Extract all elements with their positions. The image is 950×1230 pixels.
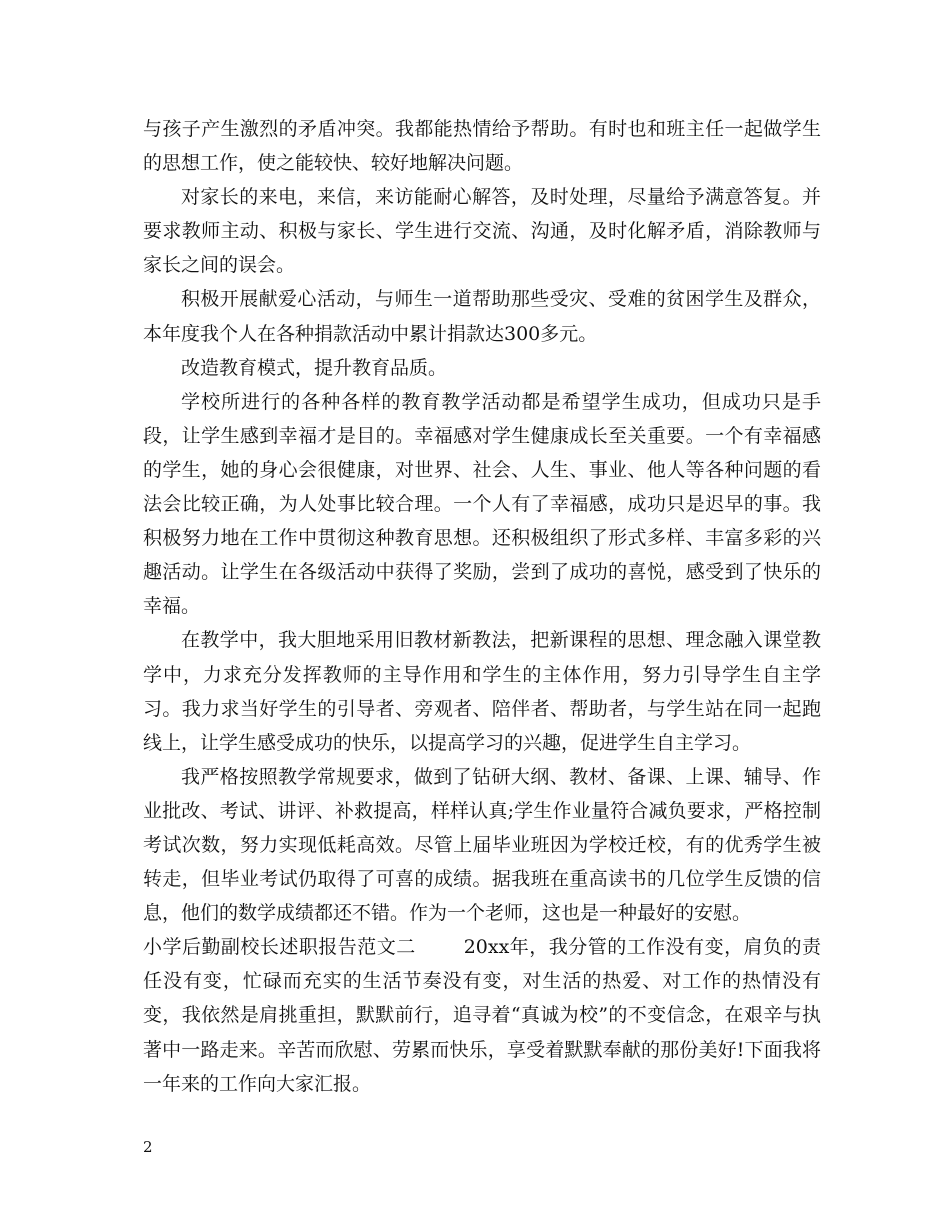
paragraph-teaching-routine: 我严格按照教学常规要求，做到了钻研大纲、教材、备课、上课、辅导、作业批改、考试、讲评、补救提高，样样认真;学生作业量符合减负要求，严格控制考试次数，努力实现低耗高效。尽管上届毕业班因为学校迁校，有的优秀学生被转走，但毕业考试仍取得了可喜的成绩。据我班在重高读书的几位学生反馈的信息，他们的数学成绩都还不错。作为一个老师，这也是一种最好的安慰。 [143,765,821,925]
report-opening: 20xx年，我分管的工作没有变，肩负的责任没有变，忙碌而充实的生活节奏没有变，对生活的热爱、对工作的热情没有变，我依然是肩挑重担，默默前行，追寻着“真诚为校”的不变信念，在艰辛与执著中一路走来。辛苦而欣慰、劳累而快乐，享受着默默奉献的那份美好!下面我将一年来的工作向大家汇报。 [143,936,821,1095]
paragraph-happiness-education: 学校所进行的各种各样的教育教学活动都是希望学生成功，但成功只是手段，让学生感到幸福才是目的。幸福感对学生健康成长至关重要。一个有幸福感的学生，她的身心会很健康，对世界、社会、人生、事业、他人等各种问题的看法会比较正确，为人处事比较合理。一个人有了幸福感，成功只是迟早的事。我积极努力地在工作中贯彻这种教育思想。还积极组织了形式多样、丰富多彩的兴趣活动。让学生在各级活动中获得了奖励，尝到了成功的喜悦，感受到了快乐的幸福。 [143,390,821,618]
paragraph-continuation: 与孩子产生激烈的矛盾冲突。我都能热情给予帮助。有时也和班主任一起做学生的思想工作，使之能较快、较好地解决问题。 [143,118,821,175]
report-heading: 小学后勤副校长述职报告范文二 [143,936,416,959]
paragraph-parent-communication: 对家长的来电，来信，来访能耐心解答，及时处理，尽量给予满意答复。并要求教师主动、积极与家长、学生进行交流、沟通，及时化解矛盾，消除教师与家长之间的误会。 [143,186,821,277]
paragraph-section-lead: 改造教育模式，提升教育品质。 [181,356,448,379]
document-body [143,112,821,1101]
paragraph-charity: 积极开展献爱心活动，与师生一道帮助那些受灾、受难的贫困学生及群众，本年度我个人在各种捐款活动中累计捐款达300多元。 [143,288,821,345]
page-number: 2 [143,1138,153,1156]
paragraph-report-start [143,930,821,1100]
paragraph-teaching-method: 在教学中，我大胆地采用旧教材新教法，把新课程的思想、理念融入课堂教学中，力求充分发挥教师的主导作用和学生的主体作用，努力引导学生自主学习。我力求当好学生的引导者、旁观者、陪伴者、帮助者，与学生站在同一起跑线上，让学生感受成功的快乐，以提高学习的兴趣，促进学生自主学习。 [143,629,821,754]
